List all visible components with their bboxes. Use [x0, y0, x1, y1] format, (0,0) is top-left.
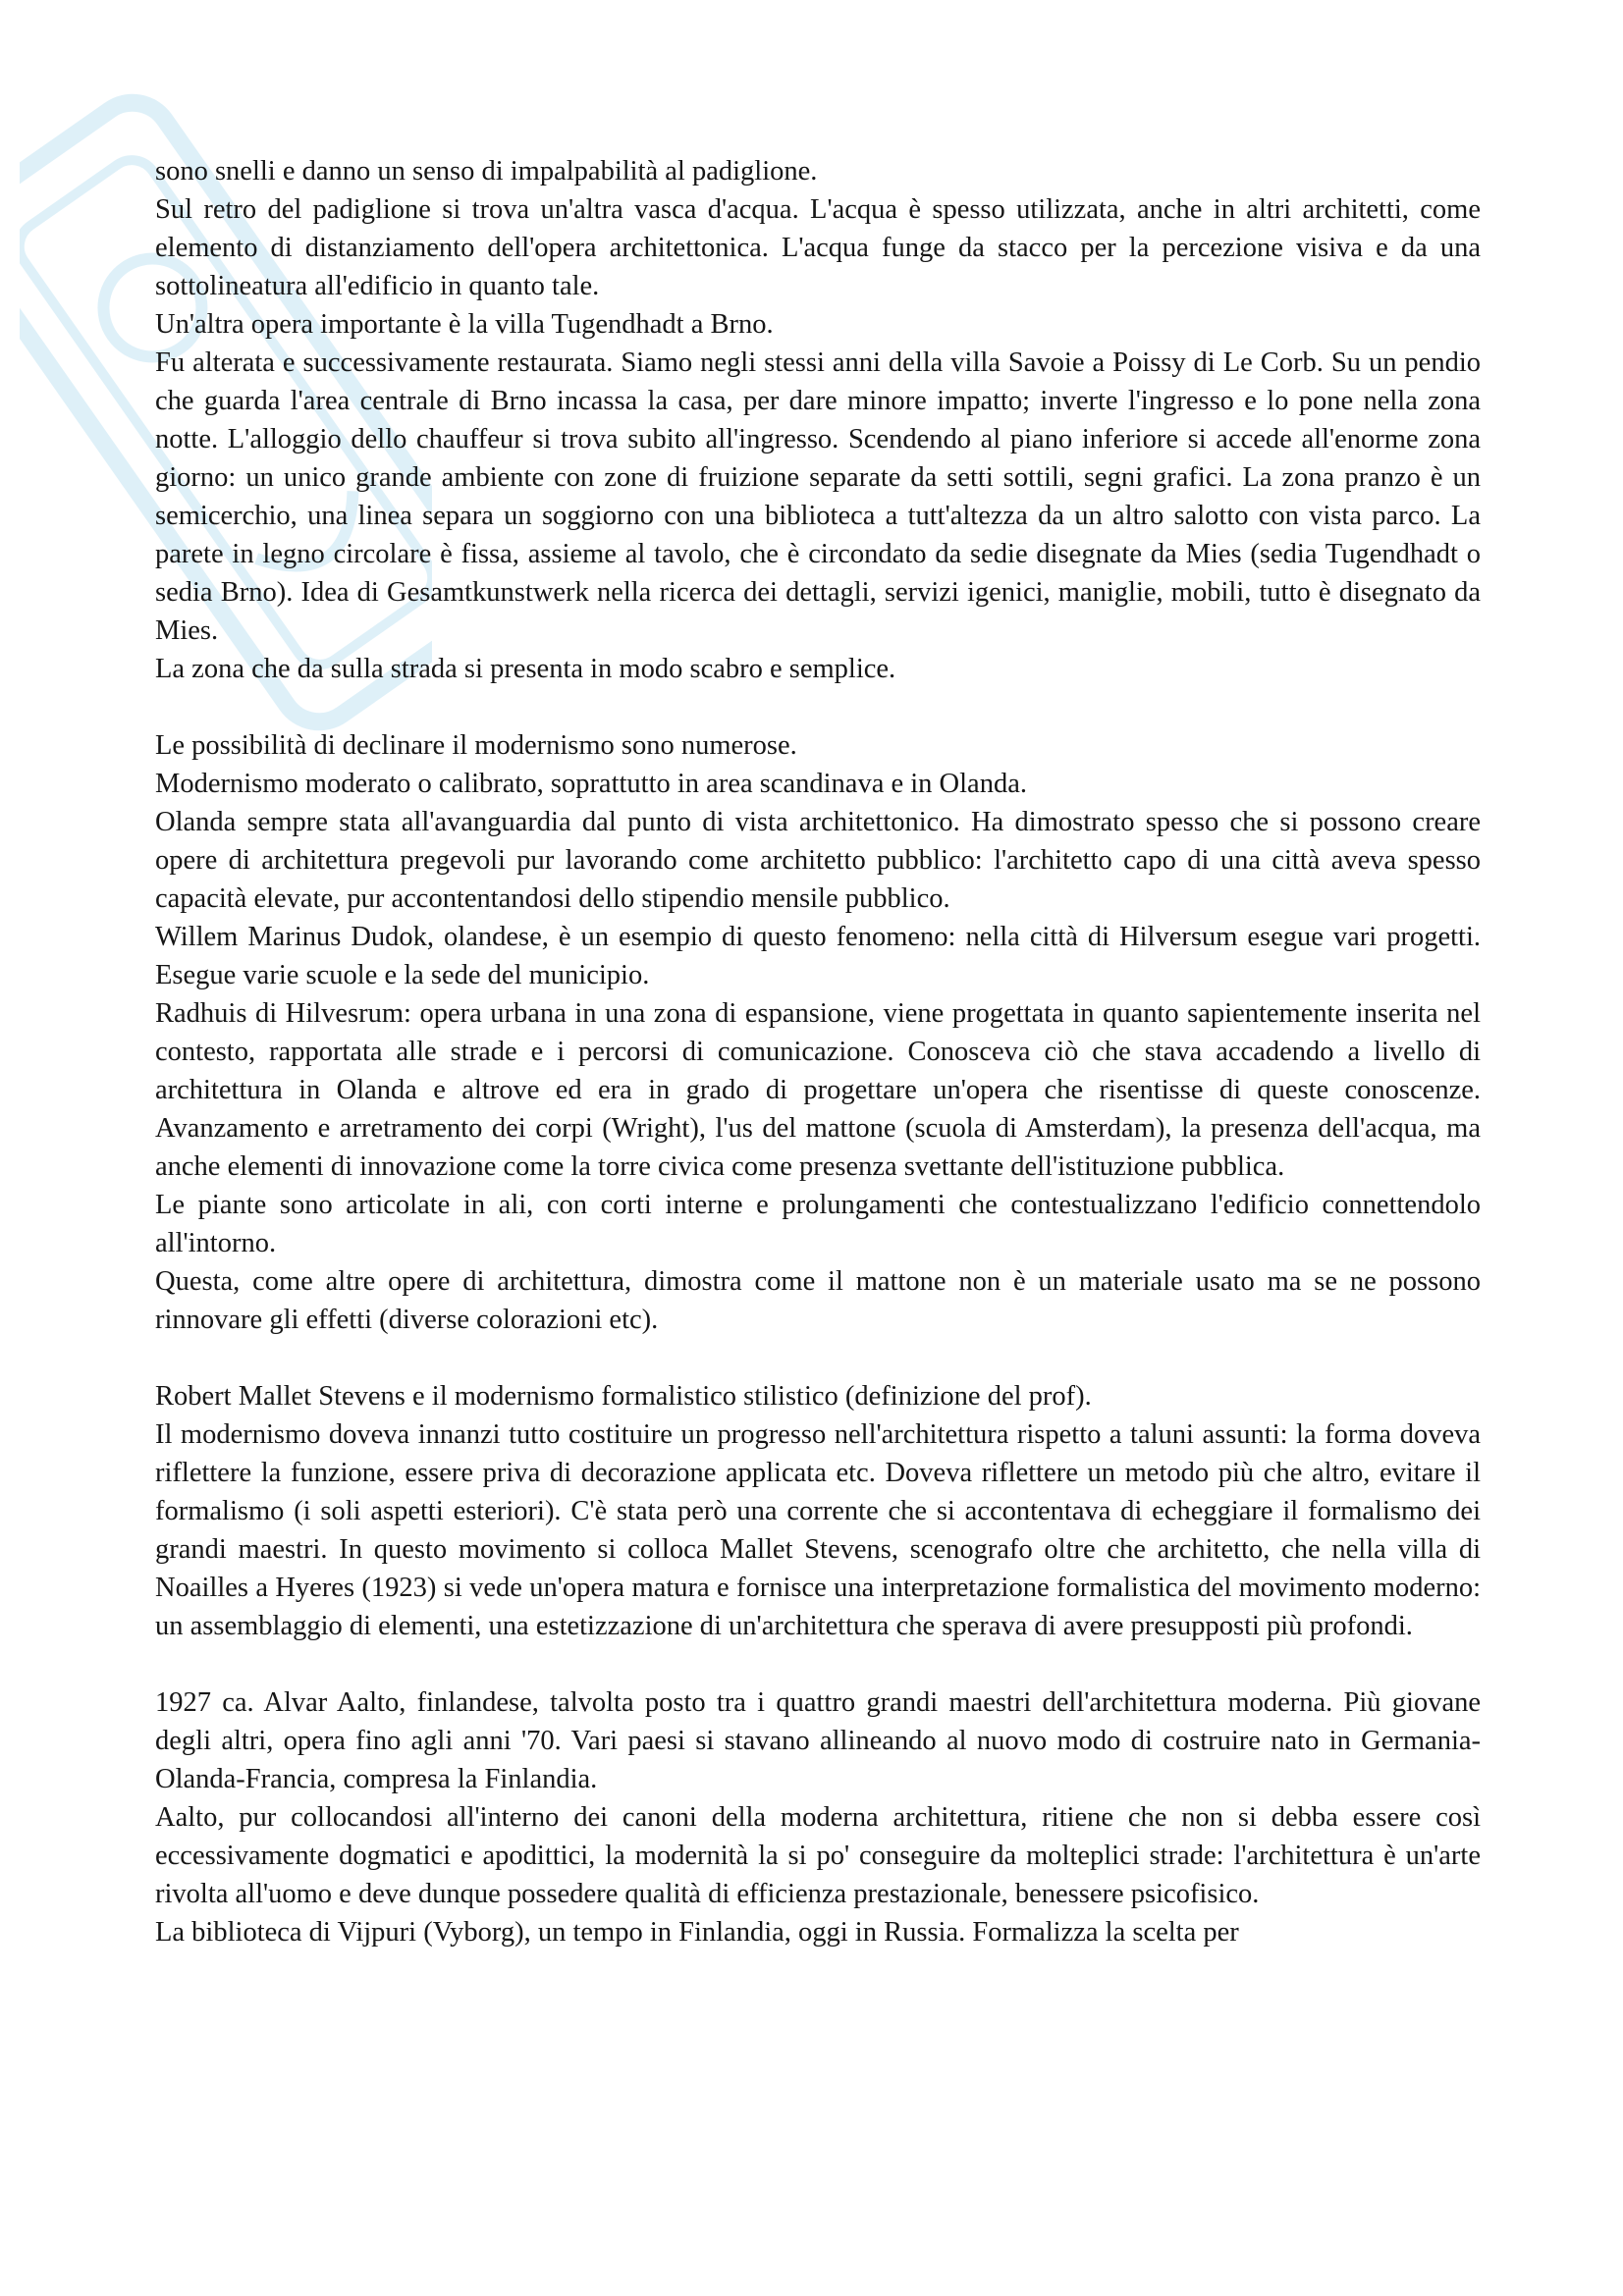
paragraph: La biblioteca di Vijpuri (Vyborg), un tempo in Finlandia, oggi in Russia. Formalizza la scelta per: [155, 1917, 1239, 1948]
paragraph: Aalto, pur collocandosi all'interno dei canoni della moderna architettura, ritiene che non si debba essere così eccessivamente dogmatici e apodittici, la modernità la si po' conseguire da molteplici strade: l'architettura è un'arte rivolta all'uomo e deve dunque possedere qualità di efficienza prestazionale, benessere psicofisico.: [155, 1802, 1481, 1909]
paragraph: Questa, come altre opere di architettura, dimostra come il mattone non è un materiale usato ma se ne possono rinnovare gli effetti (diverse colorazioni etc).: [155, 1266, 1481, 1335]
paragraph: Radhuis di Hilvesrum: opera urbana in una zona di espansione, viene progettata in quanto sapientemente inserita nel contesto, rapportata alle strade e i percorsi di comunicazione. Conosceva ciò che stava accadendo a livello di architettura in Olanda e altrove ed era in grado di progettare un'opera che risentisse di queste conoscenze. Avanzamento e arretramento dei corpi (Wright), l'us del mattone (scuola di Amsterdam), la presenza dell'acqua, ma anche elementi di innovazione come la torre civica come presenza svettante dell'istituzione pubblica.: [155, 998, 1481, 1182]
paragraph: Fu alterata e successivamente restaurata. Siamo negli stessi anni della villa Savoie a Poissy di Le Corb. Su un pendio che guarda l'area centrale di Brno incassa la casa, per dare minore impatto; inverte l'ingresso e lo pone nella zona notte. L'alloggio dello chauffeur si trova subito all'ingresso. Scendendo al piano inferiore si accede all'enorme zona giorno: un unico grande ambiente con zone di fruizione separate da setti sottili, segni grafici. La zona pranzo è un semicerchio, una linea separa un soggiorno con una biblioteca a tutt'altezza da un altro salotto con vista parco. La parete in legno circolare è fissa, assieme al tavolo, che è circondato da sedie disegnate da Mies (sedia Tugendhadt o sedia Brno). Idea di Gesamtkunstwerk nella ricerca dei dettagli, servizi igenici, maniglie, mobili, tutto è disegnato da Mies.: [155, 347, 1481, 646]
paragraph: Willem Marinus Dudok, olandese, è un esempio di questo fenomeno: nella città di Hilversum esegue vari progetti. Esegue varie scuole e la sede del municipio.: [155, 922, 1481, 990]
section-modernismo-moderato: [155, 726, 1481, 1339]
section-alvar-aalto: [155, 1683, 1481, 1951]
paragraph: Il modernismo doveva innanzi tutto costituire un progresso nell'architettura rispetto a taluni assunti: la forma doveva riflettere la funzione, essere priva di decorazione applicata etc. Doveva riflettere un metodo più che altro, evitare il formalismo (i soli aspetti esteriori). C'è stata però una corrente che si accontentava di echeggiare il formalismo dei grandi maestri. In questo movimento si colloca Mallet Stevens, scenografo oltre che architetto, che nella villa di Noailles a Hyeres (1923) si vede un'opera matura e fornisce una interpretazione formalistica del movimento moderno: un assemblaggio di elementi, una estetizzazione di un'architettura che sperava di avere presupposti più profondi.: [155, 1419, 1481, 1641]
paragraph: Olanda sempre stata all'avanguardia dal punto di vista architettonico. Ha dimostrato spesso che si possono creare opere di architettura pregevoli pur lavorando come architetto pubblico: l'architetto capo di una città aveva spesso capacità elevate, pur accontentandosi dello stipendio mensile pubblico.: [155, 807, 1481, 914]
paragraph: sono snelli e danno un senso di impalpabilità al padiglione.: [155, 156, 818, 187]
paragraph: La zona che da sulla strada si presenta in modo scabro e semplice.: [155, 654, 896, 684]
paragraph: Le possibilità di declinare il modernismo sono numerose.: [155, 730, 797, 761]
paragraph: Sul retro del padiglione si trova un'altra vasca d'acqua. L'acqua è spesso utilizzata, anche in altri architetti, come elemento di distanziamento dell'opera architettonica. L'acqua funge da stacco per la percezione visiva e da una sottolineatura all'edificio in quanto tale.: [155, 194, 1481, 301]
paragraph: Modernismo moderato o calibrato, soprattutto in area scandinava e in Olanda.: [155, 769, 1027, 799]
paragraph: Un'altra opera importante è la villa Tugendhadt a Brno.: [155, 309, 774, 340]
section-mies-van-der-rohe: [155, 152, 1481, 688]
paragraph: Robert Mallet Stevens e il modernismo formalistico stilistico (definizione del prof).: [155, 1381, 1092, 1412]
paragraph: 1927 ca. Alvar Aalto, finlandese, talvolta posto tra i quattro grandi maestri dell'architettura moderna. Più giovane degli altri, opera fino agli anni '70. Vari paesi si stavano allineando al nuovo modo di costruire nato in Germania-Olanda-Francia, compresa la Finlandia.: [155, 1687, 1481, 1794]
paragraph: Le piante sono articolate in ali, con corti interne e prolungamenti che contestualizzano l'edificio connettendolo all'intorno.: [155, 1190, 1481, 1258]
document-body: [155, 152, 1481, 1951]
section-mallet-stevens: [155, 1377, 1481, 1645]
